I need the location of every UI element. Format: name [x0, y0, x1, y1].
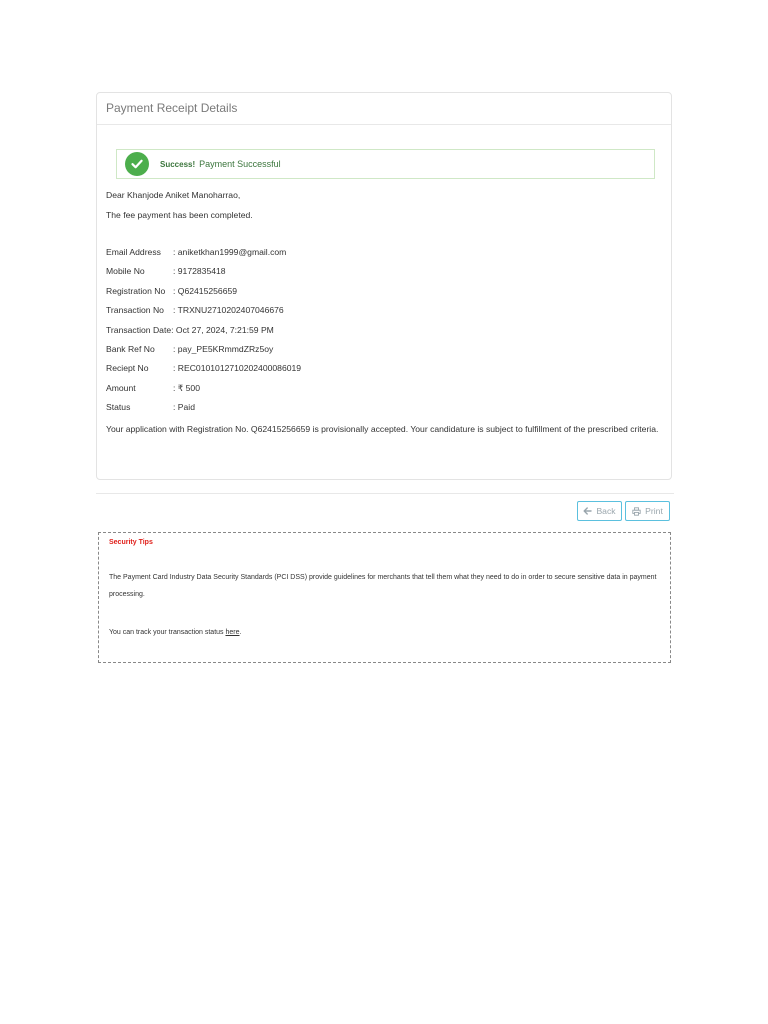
detail-value: : REC0101012710202400086019 — [173, 363, 302, 373]
security-tips-text: The Payment Card Industry Data Security Standards (PCI DSS) provide guidelines for merchants that tell them what they need to do in order to secure sensitive data in payment processing. — [109, 574, 657, 598]
print-button[interactable] — [625, 501, 670, 521]
detail-label: Reciept No — [106, 363, 149, 373]
detail-value: : 9172835418 — [173, 266, 226, 276]
panel-title: Payment Receipt Details — [97, 93, 671, 125]
detail-value: : Paid — [173, 402, 195, 412]
payment-receipt-panel — [96, 92, 672, 480]
detail-value: : aniketkhan1999@gmail.com — [173, 247, 287, 257]
detail-value: : Q62415256659 — [173, 286, 238, 296]
detail-label: Transaction No — [106, 305, 164, 315]
detail-label: Registration No — [106, 286, 166, 296]
back-button[interactable] — [577, 501, 622, 521]
track-status-suffix: . — [239, 629, 242, 636]
detail-row-bank-ref — [106, 344, 273, 354]
alert-strong-text: Success! — [160, 159, 196, 169]
detail-row-email — [106, 247, 286, 257]
provisional-acceptance-note: Your application with Registration No. Q62415256659 is provisionally accepted. Your candidature is subject to fulfillment of the prescribed criteria. — [106, 424, 659, 434]
check-circle-icon — [125, 152, 149, 176]
divider — [96, 493, 674, 494]
detail-label: Status — [106, 402, 131, 412]
detail-label: Mobile No — [106, 266, 145, 276]
arrow-left-icon — [583, 507, 592, 515]
detail-row-transaction — [106, 305, 284, 315]
detail-label: Bank Ref No — [106, 344, 155, 354]
detail-row-transaction-date — [106, 325, 274, 335]
alert-message: Payment Successful — [199, 159, 281, 169]
detail-value: : TRXNU2710202407046676 — [173, 305, 284, 315]
printer-icon — [632, 507, 641, 516]
detail-row-registration — [106, 286, 237, 296]
detail-label: Amount — [106, 383, 136, 393]
track-status-link[interactable]: here — [225, 629, 240, 636]
success-alert — [116, 149, 655, 179]
detail-label: Email Address — [106, 247, 161, 257]
completion-text: The fee payment has been completed. — [106, 210, 253, 220]
detail-value: Oct 27, 2024, 7:21:59 PM — [175, 325, 274, 335]
detail-row-status — [106, 402, 195, 412]
detail-row-amount — [106, 383, 200, 394]
track-status-prefix: You can track your transaction status — [109, 629, 226, 636]
detail-row-receipt — [106, 363, 301, 373]
print-label: Print — [645, 506, 663, 516]
track-status-text — [109, 629, 241, 636]
security-tips-box — [98, 532, 671, 663]
detail-row-mobile — [106, 266, 226, 276]
detail-label: Transaction Date: — [106, 325, 174, 335]
detail-value: : pay_PE5KRmmdZRz5oy — [173, 344, 274, 354]
back-label: Back — [596, 506, 616, 516]
security-tips-title: Security Tips — [109, 539, 153, 546]
greeting-text: Dear Khanjode Aniket Manoharrao, — [106, 190, 241, 200]
detail-value: : ₹ 500 — [173, 383, 200, 393]
